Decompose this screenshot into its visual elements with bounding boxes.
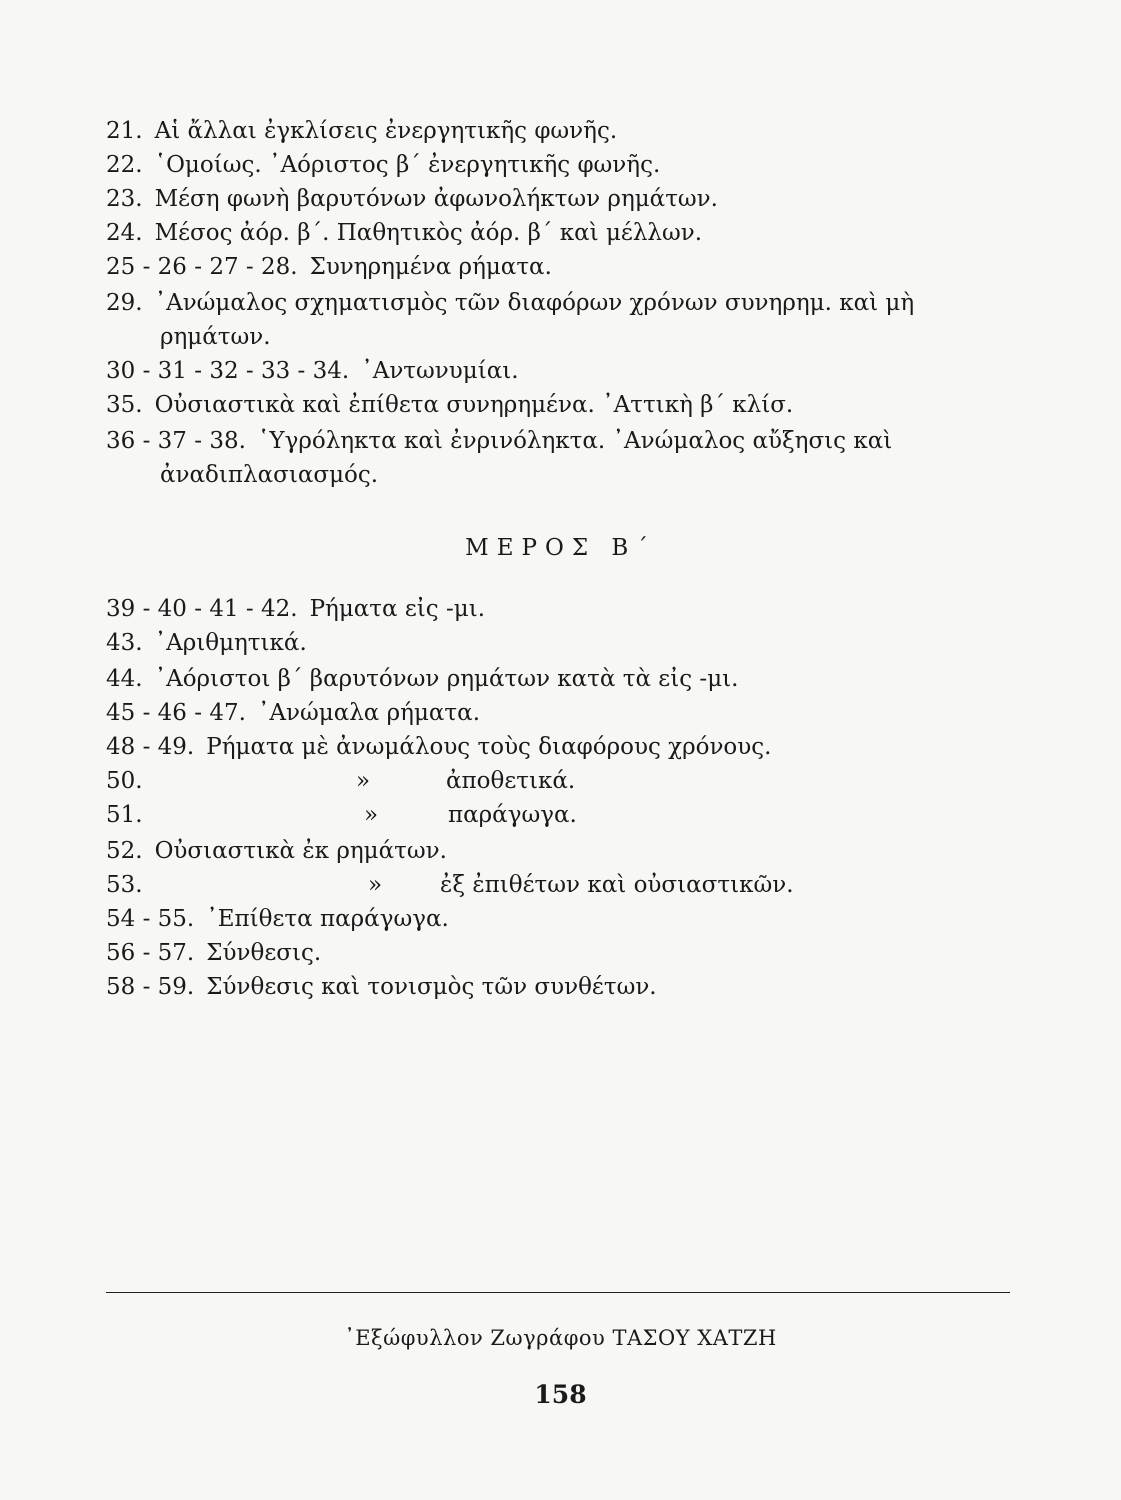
ditto-mark: »: [368, 872, 383, 898]
item-number: 56 - 57.: [106, 940, 195, 966]
page-number: 158: [534, 1380, 587, 1409]
item-text: ᾿Αντωνυμίαι.: [361, 358, 519, 384]
toc-item-25-28: [106, 250, 1011, 284]
toc-item-36-38: [106, 424, 1011, 458]
toc-item-35: [106, 388, 1011, 422]
ditto-mark: »: [356, 768, 371, 794]
item-number: 44.: [106, 666, 143, 692]
item-text: Μέσος ἀόρ. β΄. Παθητικὸς ἀόρ. β΄ καὶ μέλλων.: [154, 220, 703, 246]
cover-credit: ᾿Εξώφυλλον Ζωγράφου ΤΑΣΟΥ ΧΑΤΖΗ: [344, 1326, 777, 1350]
toc-item-54-55: [106, 902, 1011, 936]
toc-item-56-57: [106, 936, 1011, 970]
toc-item-24: [106, 216, 1011, 250]
item-number: 53.: [106, 872, 143, 898]
item-text: ᾿Ανώμαλος σχηματισμὸς τῶν διαφόρων χρόνων συνηρημ. καὶ μὴ: [154, 290, 915, 316]
item-text: ἐξ ἐπιθέτων καὶ οὐσιαστικῶν.: [440, 872, 794, 898]
item-text: Ρήματα μὲ ἀνωμάλους τοὺς διαφόρους χρόνους.: [206, 734, 772, 760]
toc-item-48-49: [106, 730, 1011, 764]
item-text: Οὐσιαστικὰ ἐκ ρημάτων.: [154, 838, 447, 864]
item-text: ᾿Αριθμητικά.: [154, 630, 307, 656]
item-number: 23.: [106, 186, 143, 212]
item-number: 50.: [106, 768, 143, 794]
item-text: Συνηρημένα ρήματα.: [309, 254, 552, 280]
item-number: 29.: [106, 290, 143, 316]
item-number: 52.: [106, 838, 143, 864]
item-text: Ρήματα εἰς -μι.: [309, 596, 486, 622]
toc-item-52: [106, 834, 1011, 868]
toc-item-53: [106, 868, 1011, 902]
item-text: Αἱ ἄλλαι ἐγκλίσεις ἐνεργητικῆς φωνῆς.: [154, 118, 618, 144]
item-number: 48 - 49.: [106, 734, 195, 760]
item-text: ᾿Ανώμαλα ρήματα.: [257, 700, 480, 726]
toc-item-23: [106, 182, 1011, 216]
toc-item-22: [106, 148, 1011, 182]
item-text: ᾿Επίθετα παράγωγα.: [206, 906, 449, 932]
toc-item-29-continuation: ρημάτων.: [160, 324, 271, 350]
item-number: 35.: [106, 392, 143, 418]
item-number: 25 - 26 - 27 - 28.: [106, 254, 298, 280]
item-number: 43.: [106, 630, 143, 656]
item-number: 58 - 59.: [106, 974, 195, 1000]
item-text: ᾿Αόριστοι β΄ βαρυτόνων ρημάτων κατὰ τὰ εἰς -μι.: [154, 666, 739, 692]
item-text: ἀποθετικά.: [446, 768, 576, 794]
part-heading: ΜΕΡΟΣ Β΄: [465, 535, 656, 561]
toc-item-21: [106, 114, 1011, 148]
item-number: 39 - 40 - 41 - 42.: [106, 596, 298, 622]
item-number: 21.: [106, 118, 143, 144]
item-text: Οὐσιαστικὰ καὶ ἐπίθετα συνηρημένα. ᾿Αττικὴ β΄ κλίσ.: [154, 392, 794, 418]
item-number: 45 - 46 - 47.: [106, 700, 246, 726]
toc-item-51: [106, 798, 1011, 832]
toc-item-39-42: [106, 592, 1011, 626]
item-number: 30 - 31 - 32 - 33 - 34.: [106, 358, 350, 384]
footer-rule: [106, 1292, 1010, 1293]
item-number: 22.: [106, 152, 143, 178]
item-number: 36 - 37 - 38.: [106, 428, 246, 454]
toc-item-50: [106, 764, 1011, 798]
toc-item-29: [106, 286, 1011, 320]
item-text: παράγωγα.: [448, 802, 577, 828]
item-text: ῾Ομοίως. ᾿Αόριστος β΄ ἐνεργητικῆς φωνῆς.: [154, 152, 661, 178]
item-number: 24.: [106, 220, 143, 246]
item-text: ῾Υγρόληκτα καὶ ἐνρινόληκτα. ᾿Ανώμαλος αὔξησις καὶ: [257, 428, 893, 454]
toc-item-43: [106, 626, 1011, 660]
toc-item-45-47: [106, 696, 1011, 730]
item-text: Μέση φωνὴ βαρυτόνων ἀφωνολήκτων ρημάτων.: [154, 186, 718, 212]
toc-item-44: [106, 662, 1011, 696]
toc-item-30-34: [106, 354, 1011, 388]
toc-item-58-59: [106, 970, 1011, 1004]
item-number: 51.: [106, 802, 143, 828]
item-number: 54 - 55.: [106, 906, 195, 932]
ditto-mark: »: [364, 802, 379, 828]
toc-item-36-38-continuation: ἀναδιπλασιασμός.: [160, 462, 379, 488]
item-text: Σύνθεσις καὶ τονισμὸς τῶν συνθέτων.: [206, 974, 657, 1000]
item-text: Σύνθεσις.: [206, 940, 322, 966]
